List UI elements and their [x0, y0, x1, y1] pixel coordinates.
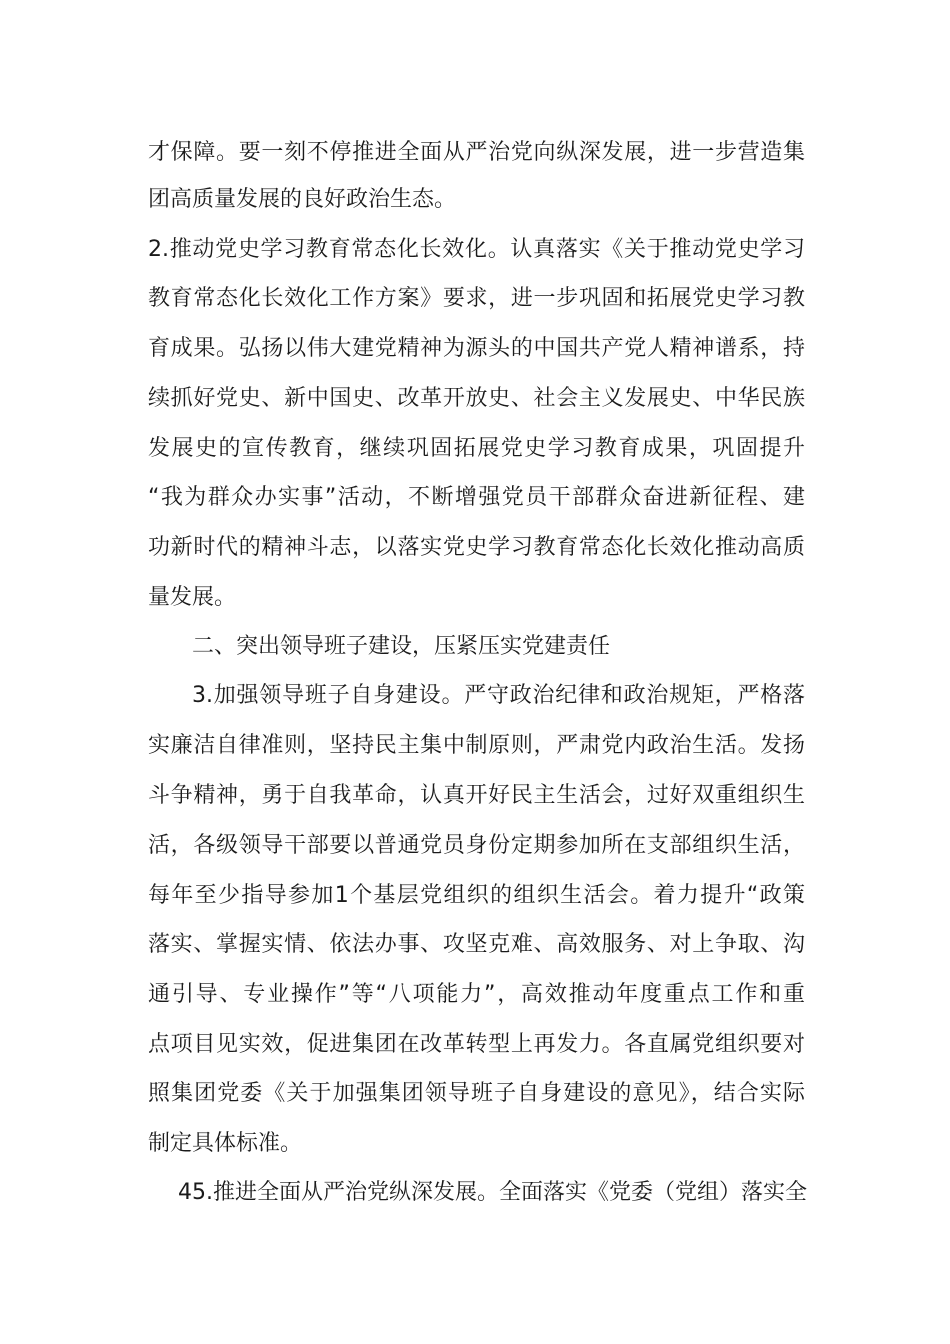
text-line: 照集团党委《关于加强集团领导班子自身建设的意见》，结合实际	[148, 1081, 805, 1106]
text-line: 功新时代的精神斗志，以落实党史学习教育常态化长效化推动高质	[148, 535, 805, 560]
text-line: 制定具体标准。	[148, 1131, 303, 1156]
text-line: 育成果。弘扬以伟大建党精神为源头的中国共产党人精神谱系，持	[148, 336, 805, 361]
section-heading: 二、突出领导班子建设，压紧压实党建责任	[192, 634, 611, 659]
text-line: 教育常态化长效化工作方案》要求，进一步巩固和拓展党史学习教	[148, 286, 805, 311]
text-line: 3.加强领导班子自身建设。严守政治纪律和政治规矩，严格落	[192, 683, 805, 708]
text-line: 团高质量发展的良好政治生态。	[148, 187, 457, 212]
text-line: 续抓好党史、新中国史、改革开放史、社会主义发展史、中华民族	[148, 386, 805, 411]
text-line: “我为群众办实事”活动，不断增强党员干部群众奋进新征程、建	[148, 485, 805, 510]
text-line: 点项目见实效，促进集团在改革转型上再发力。各直属党组织要对	[148, 1032, 805, 1057]
text-line: 每年至少指导参加1个基层党组织的组织生活会。着力提升“政策	[148, 883, 805, 908]
text-line: 2.推动党史学习教育常态化长效化。认真落实《关于推动党史学习	[148, 237, 805, 262]
text-line: 通引导、专业操作”等“八项能力”，高效推动年度重点工作和重	[148, 982, 805, 1007]
text-line: 才保障。要一刻不停推进全面从严治党向纵深发展，进一步营造集	[148, 140, 805, 165]
text-line: 实廉洁自律准则，坚持民主集中制原则，严肃党内政治生活。发扬	[148, 733, 805, 758]
text-line: 发展史的宣传教育，继续巩固拓展党史学习教育成果，巩固提升	[148, 436, 805, 461]
text-line: 斗争精神，勇于自我革命，认真开好民主生活会，过好双重组织生	[148, 783, 805, 808]
text-line: 45.推进全面从严治党纵深发展。全面落实《党委（党组）落实全	[178, 1180, 807, 1205]
text-line: 落实、掌握实情、依法办事、攻坚克难、高效服务、对上争取、沟	[148, 932, 805, 957]
text-line: 量发展。	[148, 585, 237, 610]
text-line: 活，各级领导干部要以普通党员身份定期参加所在支部组织生活，	[148, 833, 805, 858]
